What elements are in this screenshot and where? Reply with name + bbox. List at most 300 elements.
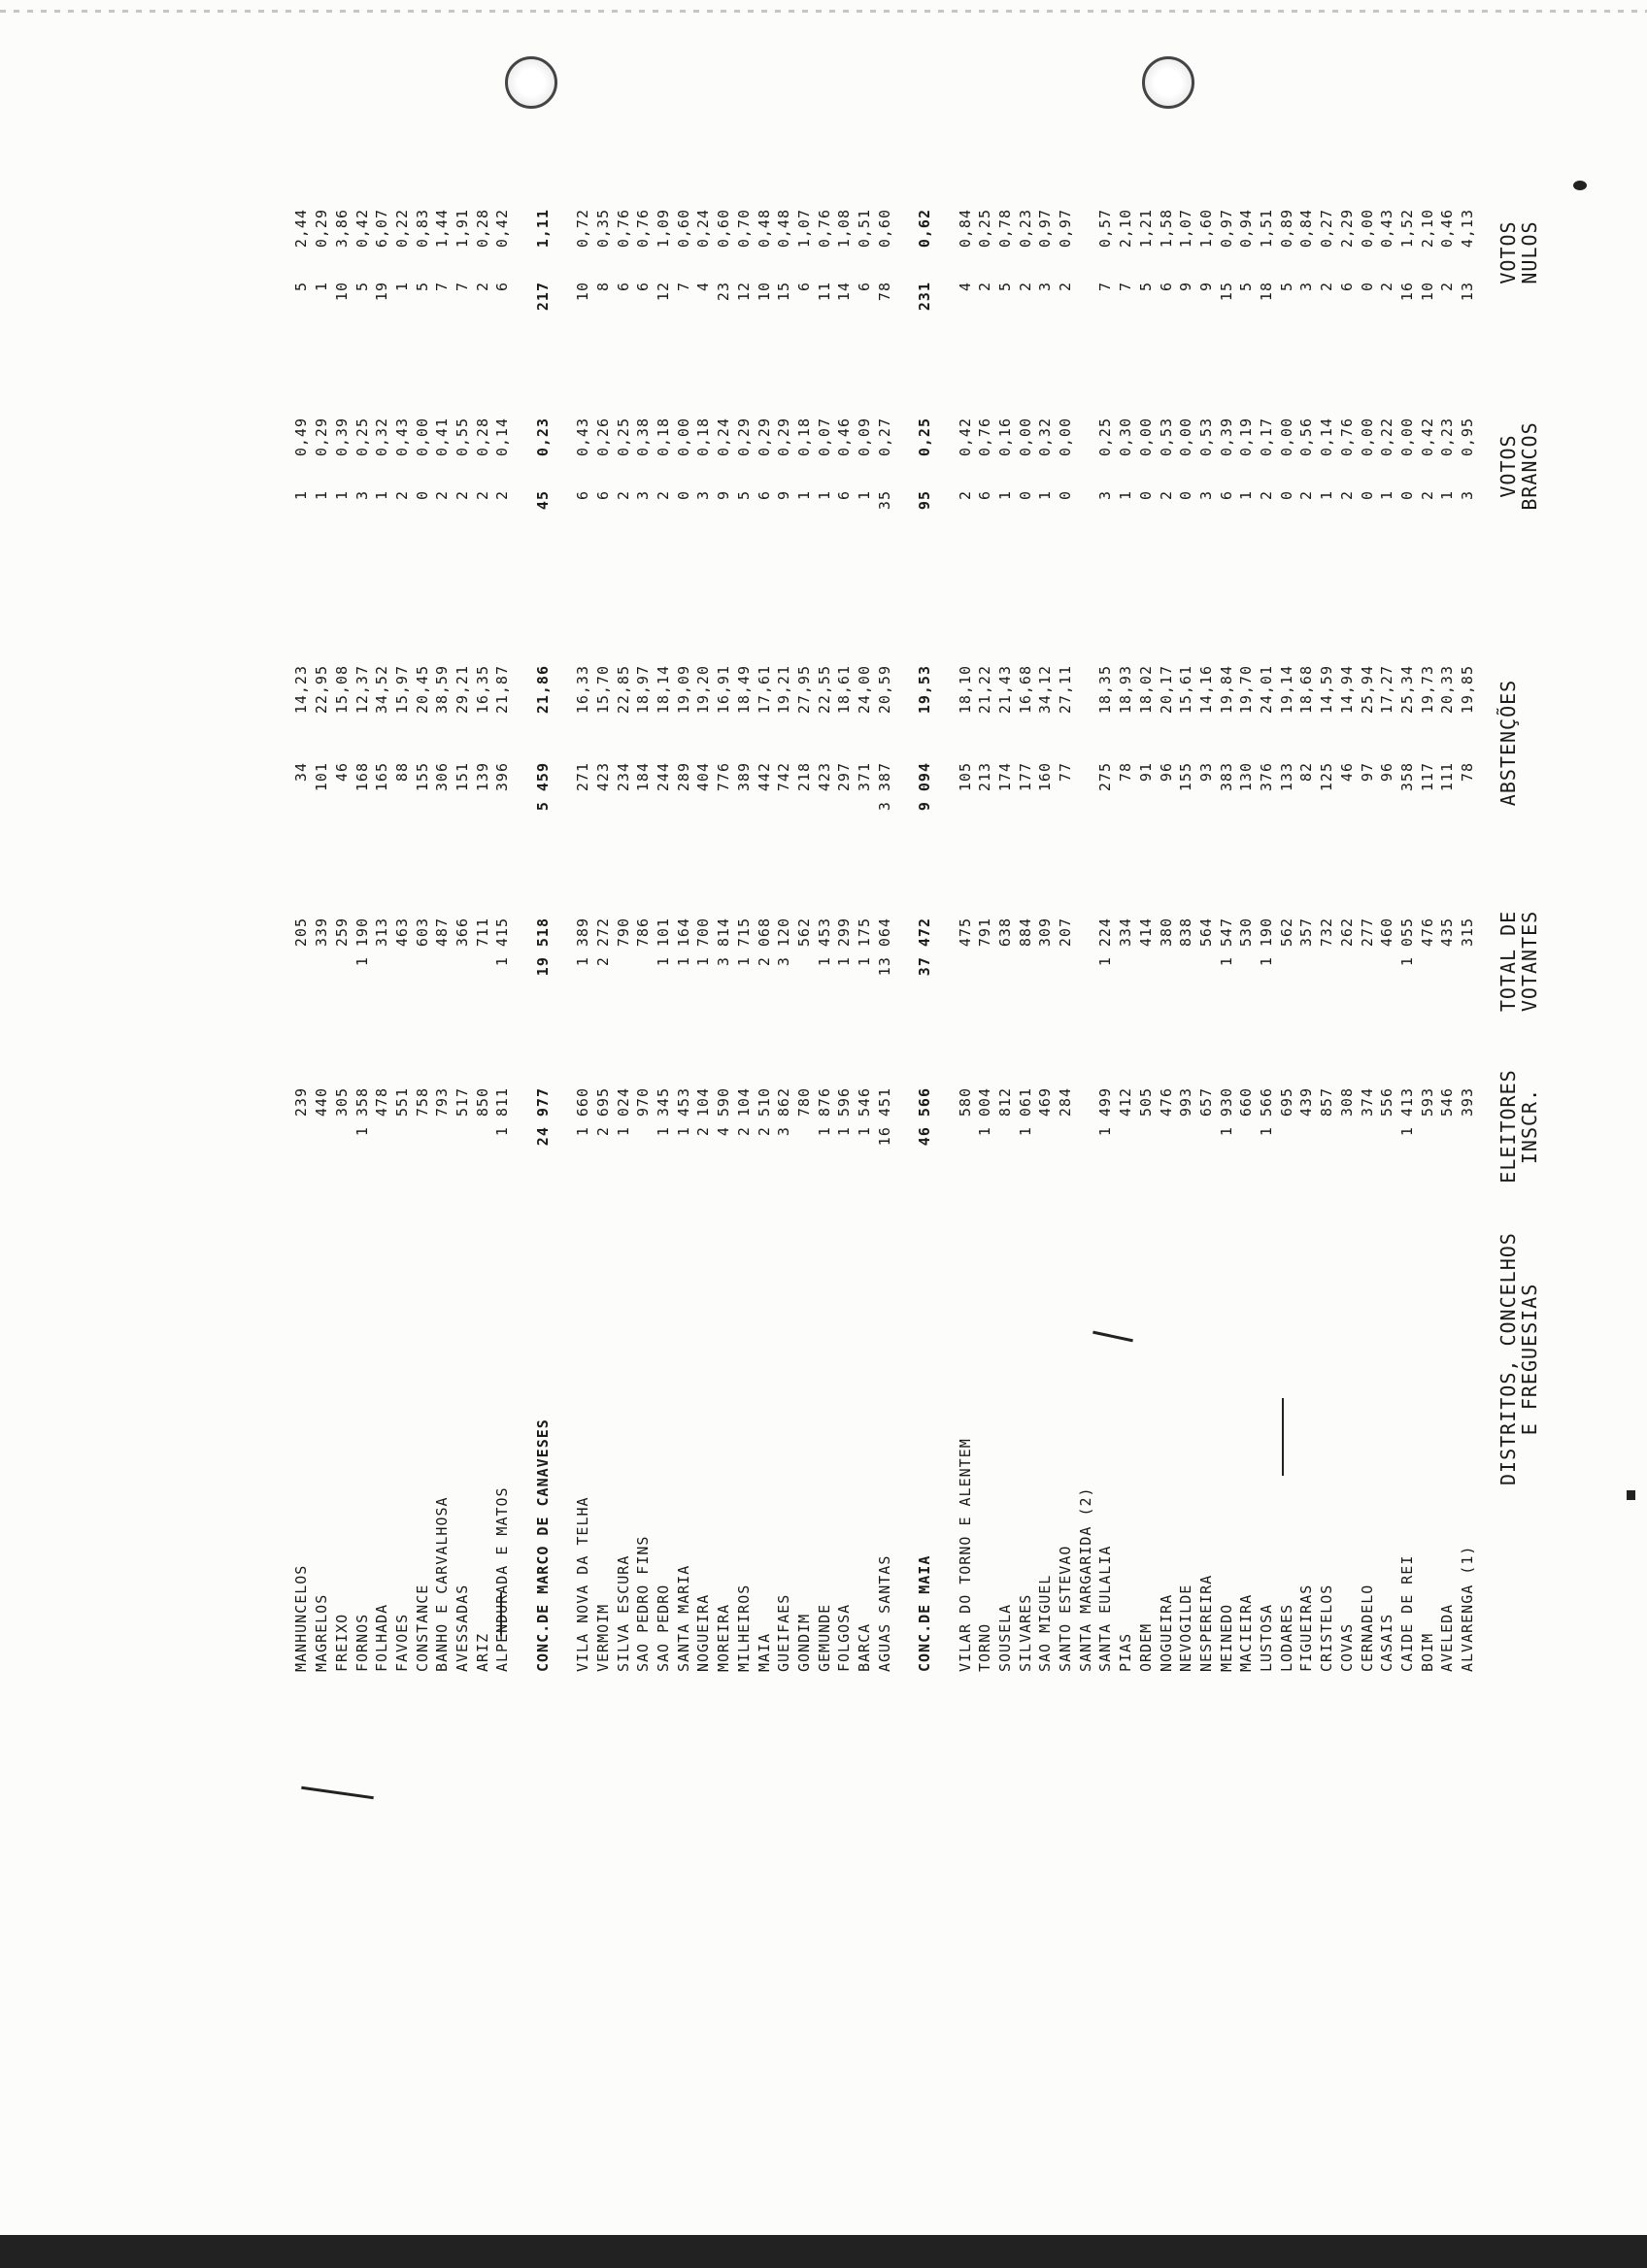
cell-bn: 1 [794,490,813,501]
cell-bn: 2 [655,490,672,501]
cell-name: NOGUEIRA [694,1593,713,1672]
cell-ap: 19,09 [674,665,692,715]
cell-ab: 117 [1418,762,1436,792]
cell-np: 2,10 [1117,209,1135,249]
cell-ap: 15,61 [1177,665,1195,715]
cell-np: 2,10 [1418,209,1436,249]
cell-ab: 383 [1217,762,1235,792]
cell-name: AVESSADAS [454,1584,471,1672]
cell-bp: 0,23 [533,417,552,457]
cell-nn: 12 [655,282,672,302]
cell-np: 0,27 [1318,209,1336,249]
cell-name: LUSTOSA [1258,1603,1275,1672]
cell-nn: 4 [694,282,713,292]
cell-name: GEMUNDE [815,1603,833,1672]
cell-tv: 1 700 [694,917,713,967]
cell-nn: 7 [674,282,692,292]
cell-el: 1 499 [1096,1087,1115,1137]
cell-nn: 9 [1196,282,1215,292]
cell-nn: 6 [634,282,653,292]
cell-bn: 0 [1397,490,1416,501]
cell-ab: 358 [1397,762,1416,792]
cell-bn: 1 [1036,490,1055,501]
cell-name: FIGUEIRAS [1297,1584,1316,1672]
cell-bn: 2 [1337,490,1356,501]
cell-ap: 34,52 [373,665,391,715]
header-names: DISTRITOS, CONCELHOS E FREGUESIAS [1496,1232,1541,1485]
cell-bn: 1 [332,490,351,501]
cell-name: BOIM [1418,1632,1436,1672]
cell-nn: 10 [1418,282,1436,302]
cell-name: FOLHADA [373,1603,391,1672]
cell-nn: 6 [856,282,873,292]
cell-bp: 0,32 [373,417,391,457]
cell-ab: 174 [995,762,1014,792]
cell-np: 0,35 [593,209,612,249]
cell-el: 1 876 [815,1087,833,1137]
cell-name: ALPENDURADA E MATOS [493,1486,512,1672]
cell-bp: 0,00 [1136,417,1155,457]
cell-tv: 366 [454,917,471,948]
cell-bn: 1 [373,490,391,501]
cell-bn: 2 [1297,490,1316,501]
cell-name: AVELEDA [1438,1603,1457,1672]
cell-np: 6,07 [373,209,391,249]
cell-ab: 46 [332,762,351,783]
cell-bn: 2 [454,490,471,501]
cell-bp: 0,49 [292,417,311,457]
cell-bn: 2 [433,490,452,501]
cell-name: GONDIM [794,1613,813,1672]
cell-bn: 3 [1196,490,1215,501]
cell-el: 1 930 [1217,1087,1235,1137]
cell-tv: 357 [1297,917,1316,948]
cell-el: 695 [1277,1087,1295,1117]
cell-tv: 207 [1057,917,1074,948]
cell-bn: 9 [715,490,733,501]
cell-el: 780 [794,1087,813,1117]
header-null-votes: VOTOS NULOS [1496,220,1541,284]
cell-el: 580 [956,1087,974,1117]
cell-tv: 732 [1318,917,1336,948]
cell-nn: 5 [292,282,311,292]
cell-nn: 2 [1378,282,1396,292]
cell-tv: 463 [392,917,411,948]
cell-bp: 0,28 [473,417,491,457]
cell-tv: 786 [634,917,653,948]
cell-ab: 289 [674,762,692,792]
cell-np: 0,94 [1237,209,1256,249]
cell-el: 993 [1177,1087,1195,1117]
cell-ab: 125 [1318,762,1336,792]
cell-el: 850 [473,1087,491,1117]
cell-el: 517 [454,1087,471,1117]
cell-tv: 414 [1136,917,1155,948]
cell-ab: 96 [1378,762,1396,783]
cell-bn: 2 [614,490,632,501]
cell-ap: 18,97 [634,665,653,715]
cell-ap: 21,43 [995,665,1014,715]
cell-np: 1,08 [835,209,854,249]
cell-el: 657 [1196,1087,1215,1117]
cell-nn: 12 [734,282,753,302]
cell-np: 0,48 [755,209,773,249]
cell-tv: 3 814 [715,917,733,967]
cell-nn: 14 [835,282,854,302]
cell-nn: 217 [533,282,552,312]
cell-el: 758 [413,1087,431,1117]
cell-bn: 6 [835,490,854,501]
cell-tv: 1 175 [856,917,873,967]
cell-bn: 3 [634,490,653,501]
cell-el: 476 [1157,1087,1175,1117]
cell-ab: 742 [775,762,793,792]
cell-name: NESPEREIRA [1196,1574,1215,1672]
cell-nn: 13 [1459,282,1476,302]
cell-tv: 460 [1378,917,1396,948]
cell-np: 1,44 [433,209,452,249]
cell-ap: 16,35 [473,665,491,715]
cell-bn: 1 [815,490,833,501]
cell-np: 0,42 [493,209,512,249]
cell-ab: 165 [373,762,391,792]
cell-nn: 2 [1318,282,1336,292]
cell-ap: 12,37 [353,665,371,715]
cell-nn: 19 [373,282,391,302]
cell-el: 412 [1117,1087,1135,1117]
header-voters: TOTAL DE VOTANTES [1496,910,1541,1013]
cell-bn: 5 [734,490,753,501]
cell-name: CRISTELOS [1318,1584,1336,1672]
cell-np: 0,22 [392,209,411,249]
cell-el: 556 [1378,1087,1396,1117]
cell-bp: 0,41 [433,417,452,457]
cell-np: 1,58 [1157,209,1175,249]
cell-ab: 306 [433,762,452,792]
cell-ab: 88 [392,762,411,783]
cell-np: 0,23 [1016,209,1034,249]
cell-bp: 0,95 [1459,417,1476,457]
cell-ab: 244 [655,762,672,792]
cell-bn: 2 [1258,490,1275,501]
cell-tv: 37 472 [916,917,934,977]
cell-el: 4 590 [715,1087,733,1137]
cell-ap: 22,85 [614,665,632,715]
cell-bp: 0,00 [674,417,692,457]
cell-nn: 7 [433,282,452,292]
cell-bn: 1 [1318,490,1336,501]
cell-tv: 19 518 [533,917,552,977]
cell-tv: 1 453 [815,917,833,967]
cell-name: FAVOES [392,1613,411,1672]
cell-np: 1,51 [1258,209,1275,249]
cell-np: 0,97 [1057,209,1074,249]
cell-np: 0,00 [1358,209,1376,249]
cell-el: 393 [1459,1087,1476,1117]
cell-el: 1 345 [655,1087,672,1137]
cell-ab: 404 [694,762,713,792]
cell-name: SAO PEDRO [655,1584,672,1672]
cell-el: 1 453 [674,1087,692,1137]
cell-tv: 711 [473,917,491,948]
cell-bn: 1 [313,490,331,501]
cell-name: SANTA MARIA [674,1564,692,1672]
cell-nn: 6 [794,282,813,292]
cell-ap: 15,70 [593,665,612,715]
cell-tv: 13 064 [875,917,893,977]
cell-nn: 2 [1016,282,1034,292]
cell-name: VERMOIM [593,1603,612,1672]
cell-ab: 105 [956,762,974,792]
cell-name: CONSTANCE [413,1584,431,1672]
cell-bp: 0,53 [1196,417,1215,457]
cell-ap: 19,53 [916,665,934,715]
cell-ap: 14,16 [1196,665,1215,715]
pen-stroke [301,1786,374,1799]
cell-ap: 18,35 [1096,665,1115,715]
cell-np: 0,28 [473,209,491,249]
cell-tv: 309 [1036,917,1055,948]
cell-name: MEINEDO [1217,1603,1235,1672]
cell-ap: 14,59 [1318,665,1336,715]
cell-ab: 78 [1117,762,1135,783]
cell-ap: 25,94 [1358,665,1376,715]
cell-ab: 5 459 [533,762,552,812]
cell-name: SAO PEDRO FINS [634,1535,653,1672]
cell-bp: 0,17 [1258,417,1275,457]
cell-bp: 0,23 [1438,417,1457,457]
cell-tv: 790 [614,917,632,948]
cell-np: 2,44 [292,209,311,249]
cell-ab: 371 [856,762,873,792]
cell-nn: 5 [1237,282,1256,292]
cell-name: NEVOGILDE [1177,1584,1195,1672]
cell-el: 812 [995,1087,1014,1117]
cell-ab: 78 [1459,762,1476,783]
cell-bp: 0,00 [1397,417,1416,457]
cell-bn: 1 [995,490,1014,501]
cell-name: SANTO ESTEVAO [1057,1545,1074,1672]
cell-tv: 1 224 [1096,917,1115,967]
cell-bn: 0 [1177,490,1195,501]
cell-ap: 34,12 [1036,665,1055,715]
cell-bn: 0 [413,490,431,501]
cell-bp: 0,14 [493,417,512,457]
cell-bn: 2 [956,490,974,501]
cell-name: FORNOS [353,1613,371,1672]
cell-tv: 1 164 [674,917,692,967]
cell-tv: 2 272 [593,917,612,967]
cell-nn: 2 [976,282,994,292]
cell-ab: 82 [1297,762,1316,783]
cell-np: 1,07 [794,209,813,249]
cell-bn: 2 [493,490,512,501]
cell-name: PIAS [1117,1632,1135,1672]
cell-el: 857 [1318,1087,1336,1117]
cell-bp: 0,32 [1036,417,1055,457]
cell-tv: 3 120 [775,917,793,967]
cell-ap: 18,10 [956,665,974,715]
cell-el: 469 [1036,1087,1055,1117]
cell-np: 0,83 [413,209,431,249]
cell-np: 0,76 [634,209,653,249]
cell-bp: 0,25 [1096,417,1115,457]
cell-nn: 4 [956,282,974,292]
cell-ab: 423 [815,762,833,792]
cell-tv: 339 [313,917,331,948]
cell-ap: 19,85 [1459,665,1476,715]
cell-name: MACIEIRA [1237,1593,1256,1672]
cell-bn: 45 [533,490,552,511]
cell-np: 0,46 [1438,209,1457,249]
cell-name: TORNO [976,1622,994,1672]
cell-tv: 380 [1157,917,1175,948]
cell-el: 1 358 [353,1087,371,1137]
cell-ap: 20,59 [875,665,893,715]
cell-el: 16 451 [875,1087,893,1147]
cell-bp: 0,26 [593,417,612,457]
cell-nn: 1 [392,282,411,292]
cell-name: CONC.DE MAIA [916,1554,934,1672]
cell-bn: 0 [1016,490,1034,501]
cell-ap: 25,34 [1397,665,1416,715]
cell-ab: 275 [1096,762,1115,792]
cell-nn: 5 [1136,282,1155,292]
cell-ab: 168 [353,762,371,792]
cell-tv: 487 [433,917,452,948]
cell-el: 478 [373,1087,391,1117]
cell-name: FOLGOSA [835,1603,854,1672]
cell-el: 551 [392,1087,411,1117]
cell-np: 0,76 [815,209,833,249]
cell-el: 305 [332,1087,351,1117]
cell-nn: 78 [875,282,893,302]
cell-nn: 15 [1217,282,1235,302]
cell-bn: 0 [1358,490,1376,501]
cell-tv: 315 [1459,917,1476,948]
cell-el: 2 104 [734,1087,753,1137]
cell-bn: 95 [916,490,934,511]
cell-nn: 0 [1358,282,1376,292]
cell-bp: 0,29 [734,417,753,457]
cell-bn: 35 [875,490,893,511]
cell-tv: 1 715 [734,917,753,967]
cell-bn: 6 [1217,490,1235,501]
cell-el: 505 [1136,1087,1155,1117]
cell-tv: 1 547 [1217,917,1235,967]
cell-np: 1,60 [1196,209,1215,249]
cell-tv: 277 [1358,917,1376,948]
header-abstentions: ABSTENÇÕES [1496,679,1520,807]
cell-ab: 423 [593,762,612,792]
cell-ap: 19,21 [775,665,793,715]
cell-el: 284 [1057,1087,1074,1117]
cell-el: 1 566 [1258,1087,1275,1137]
cell-bn: 1 [292,490,311,501]
cell-bn: 3 [694,490,713,501]
cell-ab: 9 094 [916,762,934,812]
cell-nn: 7 [454,282,471,292]
rotated-table [128,0,1643,1689]
cell-bp: 0,56 [1297,417,1316,457]
cell-tv: 1 389 [574,917,592,967]
cell-tv: 1 190 [353,917,371,967]
cell-bn: 0 [1136,490,1155,501]
cell-el: 1 413 [1397,1087,1416,1137]
cell-ap: 21,86 [533,665,552,715]
cell-name: MILHEIROS [734,1584,753,1672]
cell-tv: 638 [995,917,1014,948]
cell-name: SANTA EULALIA [1096,1545,1115,1672]
cell-bn: 3 [1096,490,1115,501]
cell-np: 1,91 [454,209,471,249]
cell-tv: 1 101 [655,917,672,967]
cell-bp: 0,43 [392,417,411,457]
cell-tv: 205 [292,917,311,948]
cell-name: BARCA [856,1622,873,1672]
cell-el: 793 [433,1087,452,1117]
cell-ap: 24,00 [856,665,873,715]
cell-tv: 884 [1016,917,1034,948]
cell-bn: 1 [1438,490,1457,501]
cell-ap: 19,70 [1237,665,1256,715]
cell-bn: 0 [1057,490,1074,501]
cell-nn: 11 [815,282,833,302]
cell-bp: 0,18 [694,417,713,457]
cell-bp: 0,42 [956,417,974,457]
cell-ap: 14,94 [1337,665,1356,715]
cell-el: 546 [1438,1087,1457,1117]
cell-bp: 0,27 [875,417,893,457]
cell-ab: 442 [755,762,773,792]
cell-nn: 9 [1177,282,1195,292]
cell-name: MAGRELOS [313,1593,331,1672]
cell-ab: 151 [454,762,471,792]
cell-name: GUEIFAES [775,1593,793,1672]
cell-nn: 231 [916,282,934,312]
cell-np: 0,60 [875,209,893,249]
cell-ab: 91 [1136,762,1155,783]
cell-tv: 530 [1237,917,1256,948]
cell-ap: 18,02 [1136,665,1155,715]
cell-el: 1 061 [1016,1087,1034,1137]
cell-el: 1 024 [614,1087,632,1137]
cell-np: 0,62 [916,209,934,249]
cell-ab: 776 [715,762,733,792]
cell-ap: 19,73 [1418,665,1436,715]
cell-bn: 2 [1418,490,1436,501]
cell-name: ARIZ [473,1632,491,1672]
cell-el: 46 566 [916,1087,934,1147]
cell-el: 2 510 [755,1087,773,1137]
cell-ap: 29,21 [454,665,471,715]
cell-bp: 0,42 [1418,417,1436,457]
cell-name: SILVARES [1016,1593,1034,1672]
cell-bn: 3 [1459,490,1476,501]
cell-el: 24 977 [533,1087,552,1147]
cell-ap: 16,33 [574,665,592,715]
cell-name: COVAS [1337,1622,1356,1672]
cell-name: MOREIRA [715,1603,733,1672]
cell-ap: 16,91 [715,665,733,715]
cell-nn: 2 [1438,282,1457,292]
cell-ab: 130 [1237,762,1256,792]
cell-nn: 2 [1057,282,1074,292]
cell-nn: 6 [1337,282,1356,292]
cell-ab: 96 [1157,762,1175,783]
cell-tv: 1 299 [835,917,854,967]
cell-ab: 396 [493,762,512,792]
